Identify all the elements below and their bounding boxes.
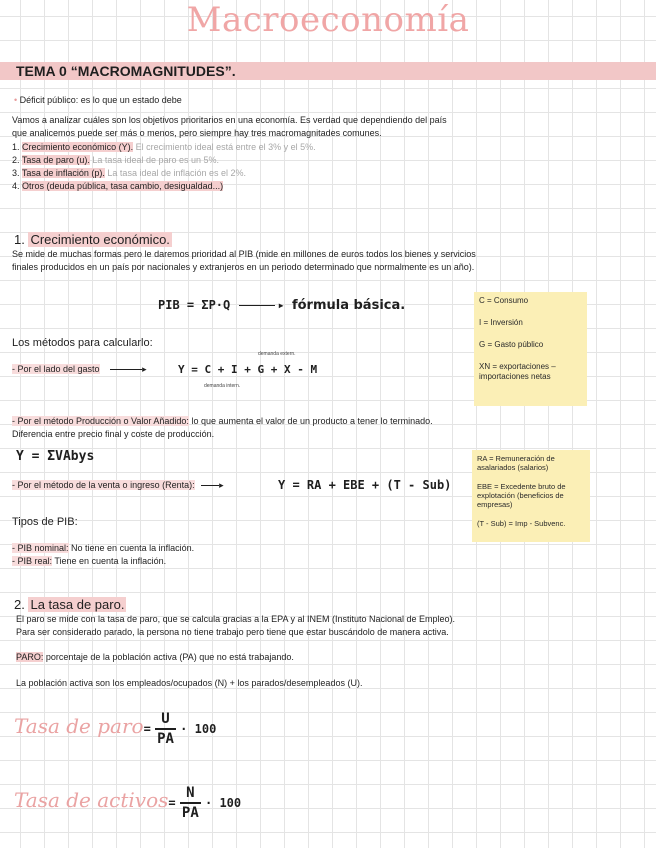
gasto-method: - Por el lado del gasto ▸ xyxy=(12,364,147,374)
s2-p1: El paro se mide con la tasa de paro, que se calcula gracias a la EPA y al INEM (Instituto Nacional de Empleo). xyxy=(16,614,456,624)
tipos-title: Tipos de PIB: xyxy=(12,516,78,528)
methods-title: Los métodos para calcularlo: xyxy=(12,337,153,349)
valor-method: - Por el método Producción o Valor Añadido: lo que aumenta el valor de un producto a tener lo terminado. xyxy=(12,416,433,426)
fraction: $\frac{N}{PA}$ xyxy=(181,785,199,821)
objective-item-4: 4. Otros (deuda pública, tasa cambio, desigualdad...) xyxy=(12,181,224,191)
fraction: $\frac{U}{PA}$ xyxy=(157,711,174,747)
objective-label: Crecimiento económico (Y). xyxy=(22,142,134,152)
formula-vab: Y = ΣVAbys xyxy=(16,449,95,464)
objective-item-3: 3. Tasa de inflación (p). La tasa ideal de inflación es el 2%. xyxy=(12,168,247,178)
section-2-heading: 2. La tasa de paro. xyxy=(14,597,125,612)
tema-heading: TEMA 0 “MACROMAGNITUDES”. xyxy=(16,63,236,79)
objective-label: Tasa de inflación (p). xyxy=(21,168,105,178)
objective-note: La tasa ideal de inflación es el 2%. xyxy=(107,168,247,178)
note-renta-legend: RA = Remuneración de asalariados (salarios) EBE = Excedente bruto de explotación (beneficios de empresas) (T - Sub) = Imp - Subvenc. xyxy=(472,450,590,542)
objective-note: La tasa ideal de paro es un 5%. xyxy=(92,155,220,165)
intro-p2: que analicemos puede ser más o menos, pero siempre hay tres macromagnitades comunes. xyxy=(12,128,382,138)
page-title: Macroeconomía xyxy=(186,0,470,40)
deficit-text: Déficit público: es lo que un estado debe xyxy=(19,95,182,105)
tasa-activos-label: Tasa de activos xyxy=(14,788,169,813)
s1-p1: Se mide de muchas formas pero le daremos prioridad al PIB (mide en millones de euros todos los bienes y servicios xyxy=(12,249,476,259)
formula-gasto: Y = C + I + G + X - M xyxy=(178,363,318,376)
paro-definition: PARO: porcentaje de la población activa (PA) que no está trabajando. xyxy=(16,652,294,662)
section-1-title: Crecimiento económico. xyxy=(30,232,170,247)
formula-tasa-paro: Tasa de paro= $\frac{U}{PA}$ · 100 xyxy=(14,711,217,747)
section-1-heading: 1. Crecimiento económico. xyxy=(14,232,170,247)
objective-item-1: 1. Crecimiento económico (Y). El crecimiento ideal está entre el 3% y el 5%. xyxy=(12,142,316,152)
s2-p2: Para ser considerado parado, la persona no tiene trabajo pero tiene que estar buscándolo de manera activa. xyxy=(16,627,449,637)
pib-real: - PIB real: Tiene en cuenta la inflación. xyxy=(12,556,167,566)
valor-label: - Por el método Producción o Valor Añadido: xyxy=(12,416,189,426)
deficit-line: • Déficit público: es lo que un estado debe xyxy=(14,95,182,105)
gasto-label: - Por el lado del gasto xyxy=(12,364,100,374)
section-2-title: La tasa de paro. xyxy=(30,597,125,612)
valor-text-2: Diferencia entre precio final y coste de producción. xyxy=(12,429,215,439)
poblacion-activa: La población activa son los empleados/ocupados (N) + los parados/desempleados (U). xyxy=(16,678,363,688)
intro-p1: Vamos a analizar cuáles son los objetivos prioritarios en una economía. Es verdad que dependiendo del país xyxy=(12,115,447,125)
s1-p2: finales producidos en un país por nacionales y extranjeros en un periodo determinado que normalmente es un año). xyxy=(12,262,475,272)
formula-renta: Y = RA + EBE + (T - Sub) xyxy=(278,478,452,492)
renta-method: - Por el método de la venta o ingreso (Renta): ▸ xyxy=(12,480,224,490)
formula-basic: PIB = ΣP·Q ▸ fórmula básica. xyxy=(158,298,406,313)
objective-label: Otros (deuda pública, tasa cambio, desigualdad...) xyxy=(22,181,224,191)
formula-tasa-activos: Tasa de activos= $\frac{N}{PA}$ · 100 xyxy=(14,785,242,821)
pib-nominal: - PIB nominal: No tiene en cuenta la inflación. xyxy=(12,543,195,553)
objective-label: Tasa de paro (u). xyxy=(21,155,90,165)
tasa-paro-label: Tasa de paro xyxy=(14,714,144,739)
gasto-bottom-label: demanda intern. xyxy=(204,383,241,389)
renta-label: - Por el método de la venta o ingreso (Renta): xyxy=(12,480,195,490)
gasto-top-label: demanda extern. xyxy=(258,351,296,357)
note-gasto-legend: C = Consumo I = Inversión G = Gasto público XN = exportaciones – importaciones netas xyxy=(474,292,587,406)
objective-note: El crecimiento ideal está entre el 3% y el 5%. xyxy=(135,142,316,152)
objective-item-2: 2. Tasa de paro (u). La tasa ideal de paro es un 5%. xyxy=(12,155,220,165)
